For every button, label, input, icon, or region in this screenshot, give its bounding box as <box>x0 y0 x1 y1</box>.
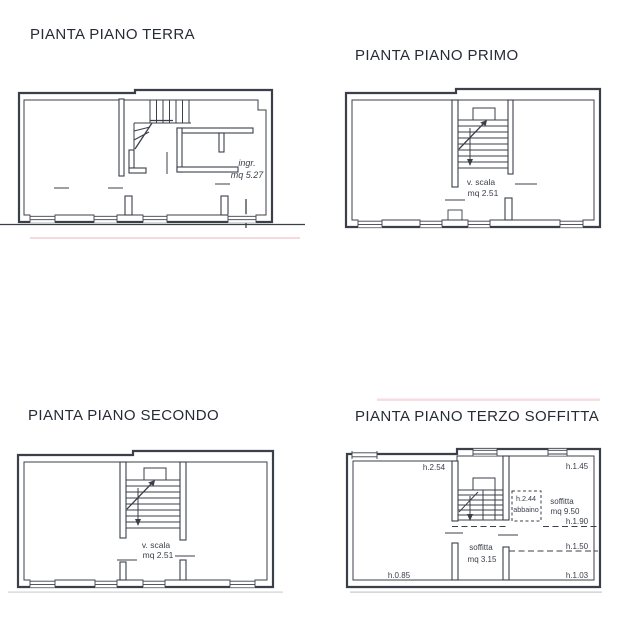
window <box>352 451 377 459</box>
window <box>230 579 255 587</box>
label-ingresso-area: mq 5.27 <box>230 170 264 180</box>
label-h-150: h.1.50 <box>565 542 589 551</box>
labels <box>142 540 174 560</box>
title-piano-terra: PIANTA PIANO TERRA <box>30 26 196 43</box>
label-vano-scala-area: mq 2.51 <box>467 188 499 198</box>
interior-walls <box>119 99 256 215</box>
wall-stub <box>120 562 126 580</box>
interior-walls <box>448 100 513 220</box>
label-soffitta-small-area: mq 3.15 <box>467 555 497 564</box>
stair-direction-line <box>135 123 152 149</box>
floor-plan-terra <box>0 90 305 228</box>
title-piano-secondo: PIANTA PIANO SECONDO <box>28 407 220 424</box>
label-vano-scala-area: mq 2.51 <box>142 550 174 560</box>
label-soffitta-small: soffitta <box>469 543 493 552</box>
window <box>420 219 442 227</box>
window <box>473 449 497 456</box>
staircase <box>458 108 508 168</box>
window <box>30 579 55 587</box>
exterior-walls <box>19 90 272 222</box>
window <box>143 214 167 223</box>
window <box>228 214 256 223</box>
door-marks <box>445 533 518 535</box>
floor-plan-terzo <box>347 449 600 587</box>
label-abbaino: abbaino <box>513 505 539 514</box>
chimney-bump <box>448 210 462 220</box>
wall-stub <box>505 198 512 220</box>
window <box>143 579 165 587</box>
wall-stub <box>221 196 228 215</box>
exterior-walls <box>347 449 600 587</box>
label-soffitta-main: soffitta <box>550 497 574 506</box>
wall-stub <box>125 196 132 215</box>
label-vano-scala: v. scala <box>466 177 496 187</box>
label-soffitta-main-area: mq 9.50 <box>550 507 580 516</box>
window <box>95 579 117 587</box>
label-h-left-bottom: h.0.85 <box>387 571 411 580</box>
scan-artifact-gray-line-2 <box>350 592 602 593</box>
window <box>548 449 567 456</box>
scan-artifact-pink-line-2 <box>377 399 600 401</box>
label-h-left-top: h.2.54 <box>422 463 446 472</box>
labels <box>388 462 589 580</box>
floor-plan-primo <box>346 89 600 227</box>
wall-stub <box>503 547 509 580</box>
window <box>94 214 117 223</box>
title-piano-terzo-soffitta: PIANTA PIANO TERZO SOFFITTA <box>355 408 600 425</box>
label-abbaino-height: h.2.44 <box>516 494 536 503</box>
staircase <box>126 468 180 528</box>
exterior-walls <box>18 451 273 587</box>
label-h-right-top: h.1.45 <box>565 462 589 471</box>
floor-plan-secondo <box>18 451 273 587</box>
window <box>30 214 55 223</box>
title-piano-primo: PIANTA PIANO PRIMO <box>355 47 519 64</box>
label-vano-scala: v. scala <box>141 540 171 550</box>
label-ingresso: ingr. <box>238 158 256 168</box>
wall-stub <box>452 543 458 580</box>
window <box>468 219 490 227</box>
scan-artifact-gray-line-1 <box>8 592 283 593</box>
label-h-190: h.1.90 <box>565 517 589 526</box>
wall-stub <box>180 560 186 580</box>
window <box>358 219 382 227</box>
labels <box>467 177 499 198</box>
window <box>560 219 583 227</box>
scan-artifact-pink-line-1 <box>30 237 300 239</box>
label-h-right-bottom: h.1.03 <box>565 571 589 580</box>
scan-artifacts <box>8 237 602 593</box>
staircase <box>458 478 503 521</box>
